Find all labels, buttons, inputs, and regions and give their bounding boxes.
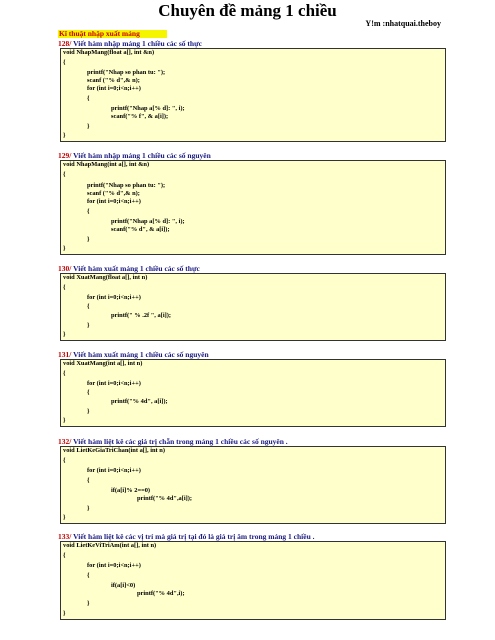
code-line: for (int i=0;i<n;i++) (87, 562, 141, 569)
code-line: } (63, 417, 66, 424)
code-line: { (63, 171, 66, 178)
exercise-title (58, 437, 288, 446)
code-block (60, 273, 446, 341)
code-line: if(a[i]<0) (111, 582, 136, 589)
code-line: { (63, 370, 66, 377)
code-line: printf("Nhap so phan tu: "); (87, 69, 166, 76)
exercise-title (58, 39, 202, 48)
code-line: { (87, 572, 90, 579)
code-line: printf("% 4d",i); (137, 590, 185, 597)
exercise-title-text: Viết hàm xuất mảng 1 chiều các số nguyên (73, 350, 209, 359)
exercise-number: 129/ (58, 151, 72, 160)
exercise-title-text: Viết hàm liệt kê các giá trị chẵn trong mảng 1 chiều các số nguyên . (73, 437, 288, 446)
code-line: void NhapMang(float a[], int &n) (63, 49, 155, 56)
code-block (60, 160, 446, 255)
code-line: } (63, 331, 66, 338)
code-line: for (int i=0;i<n;i++) (87, 467, 141, 474)
code-line: } (87, 505, 90, 512)
code-line: scanf("% d", & a[i]); (111, 226, 170, 233)
section-heading: Kĩ thuật nhập xuất mảng (58, 30, 167, 38)
code-line: printf(" % .2f ", a[i]); (111, 312, 171, 319)
code-block (60, 48, 446, 142)
code-line: scanf("% f", & a[i]); (111, 113, 169, 120)
code-line: for (int i=0;i<n;i++) (87, 380, 141, 387)
code-line: } (63, 514, 66, 521)
exercise-title (58, 264, 200, 273)
exercise-number: 128/ (58, 39, 72, 48)
exercise-title-text: Viết hàm xuất mảng 1 chiều các số thực (73, 264, 200, 273)
exercise-number: 132/ (58, 437, 72, 446)
code-line: for (int i=0;i<n;i++) (87, 85, 141, 92)
code-line: } (87, 408, 90, 415)
code-line: void LietKeGiaTriChan(int a[], int n) (63, 447, 165, 454)
exercise-title (58, 350, 209, 359)
code-line: void XuatMang(int a[], int n) (63, 360, 143, 367)
exercise-number: 131/ (58, 350, 72, 359)
code-line: void NhapMang(int a[], int &n) (63, 161, 150, 168)
code-line: printf("Nhap a[% d]: ", i); (111, 218, 185, 225)
author-handle: Y!m :nhatquai.theboy (365, 19, 441, 28)
code-line: } (63, 610, 66, 617)
code-line: } (63, 245, 66, 252)
code-line: } (87, 236, 90, 243)
code-line: { (87, 95, 90, 102)
code-block (60, 359, 446, 427)
exercise-title-text: Viết hàm nhập mảng 1 chiều các số nguyên (73, 151, 211, 160)
code-line: void LietKeViTriAm(int a[], int n) (63, 542, 157, 549)
code-line: printf("% 4d", a[i]); (111, 398, 168, 405)
code-line: printf("% 4d",a[i]); (137, 495, 193, 502)
code-line: } (63, 132, 66, 139)
code-line: printf("Nhap so phan tu: "); (87, 182, 166, 189)
code-line: { (87, 477, 90, 484)
code-line: scanf ("% d",& n); (87, 190, 140, 197)
code-line: if(a[i]% 2==0) (111, 487, 151, 494)
code-line: { (63, 552, 66, 559)
code-block (60, 446, 446, 524)
page-title: Chuyên đề mảng 1 chiều (158, 1, 337, 20)
code-line: { (63, 284, 66, 291)
code-line: } (87, 600, 90, 607)
code-line: for (int i=0;i<n;i++) (87, 198, 141, 205)
code-block (60, 541, 446, 620)
code-line: void XuatMang(float a[], int n) (63, 274, 148, 281)
code-line: printf("Nhap a[% d]: ", i); (111, 105, 185, 112)
code-line: { (87, 389, 90, 396)
code-line: for (int i=0;i<n;i++) (87, 294, 141, 301)
code-line: { (63, 457, 66, 464)
code-line: } (87, 123, 90, 130)
exercise-number: 133/ (58, 532, 72, 541)
exercise-title-text: Viết hàm nhập mảng 1 chiều các số thực (73, 39, 202, 48)
exercise-title-text: Viết hàm liệt kê các vị trí mà giá trị tại đó là giá trị âm trong mảng 1 chiều . (73, 532, 315, 541)
code-line: { (87, 303, 90, 310)
code-line: { (87, 208, 90, 215)
code-line: } (87, 322, 90, 329)
code-line: { (63, 59, 66, 66)
code-line: scanf ("% d",& n); (87, 77, 140, 84)
exercise-title (58, 532, 315, 541)
exercise-number: 130/ (58, 264, 72, 273)
exercise-title (58, 151, 211, 160)
